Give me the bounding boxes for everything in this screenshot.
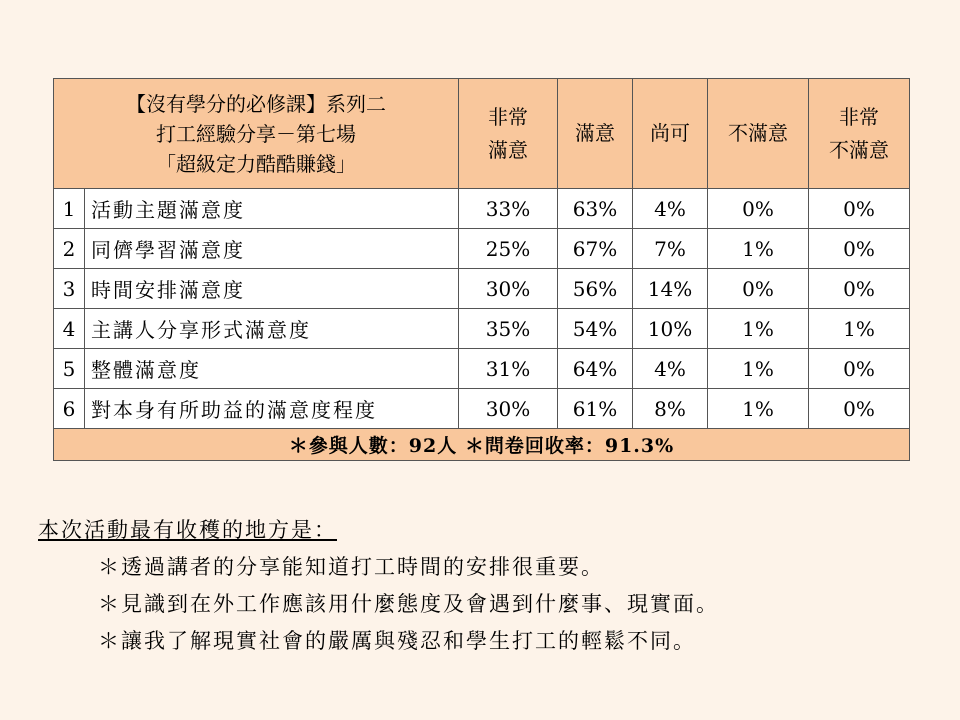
row-index: 1 [54,189,85,229]
table-cell: 7% [633,229,708,269]
column-header-neutral [633,79,708,189]
row-label: 主講人分享形式滿意度 [85,309,459,349]
table-cell: 4% [633,349,708,389]
title-line: 「超級定力酷酷賺錢」 [156,151,356,176]
row-label: 對本身有所助益的滿意度程度 [85,389,459,429]
table-cell: 1% [708,309,809,349]
table-cell: 10% [633,309,708,349]
notes-section [38,512,719,660]
row-index: 3 [54,269,85,309]
table-cell: 1% [708,349,809,389]
column-header-dissatisfied [708,79,809,189]
column-header-line: 不滿意 [728,121,788,145]
table-cell: 61% [558,389,633,429]
row-label: 同儕學習滿意度 [85,229,459,269]
notes-heading: 本次活動最有收穫的地方是： [38,518,337,542]
table-cell: 56% [558,269,633,309]
table-cell: 54% [558,309,633,349]
table-title [54,79,459,189]
table-cell: 1% [708,229,809,269]
row-label: 整體滿意度 [85,349,459,389]
row-index: 6 [54,389,85,429]
table-footer-row [54,429,910,461]
title-line: 【沒有學分的必修課】系列二 [126,91,386,116]
table-cell: 63% [558,189,633,229]
notes-item: ＊透過講者的分享能知道打工時間的安排很重要。 [98,555,604,579]
table-footer: ＊參與人數：92人 ＊問卷回收率：91.3% [54,429,910,461]
table-cell: 35% [459,309,558,349]
satisfaction-table [53,78,910,461]
column-header-line: 尚可 [650,121,690,145]
table-cell: 0% [809,389,910,429]
table-cell: 30% [459,389,558,429]
table-cell: 0% [809,229,910,269]
table-header-row [54,79,910,189]
table-cell: 31% [459,349,558,389]
column-header-very-satisfied [459,79,558,189]
table-cell: 33% [459,189,558,229]
title-line: 打工經驗分享－第七場 [156,121,356,146]
notes-item: ＊讓我了解現實社會的嚴厲與殘忍和學生打工的輕鬆不同。 [98,629,696,653]
column-header-satisfied [558,79,633,189]
row-index: 4 [54,309,85,349]
table-cell: 0% [809,269,910,309]
column-header-line: 非常 [488,104,528,129]
table-row [54,349,910,389]
table-row [54,229,910,269]
table-row [54,309,910,349]
table-cell: 30% [459,269,558,309]
row-index: 5 [54,349,85,389]
row-label: 活動主題滿意度 [85,189,459,229]
table-cell: 0% [708,189,809,229]
table-row [54,389,910,429]
table-cell: 64% [558,349,633,389]
table-cell: 0% [708,269,809,309]
table-row [54,189,910,229]
table-cell: 14% [633,269,708,309]
table-cell: 1% [809,309,910,349]
row-label: 時間安排滿意度 [85,269,459,309]
column-header-line: 不滿意 [829,137,889,162]
column-header-line: 滿意 [575,121,615,145]
table-cell: 25% [459,229,558,269]
table-cell: 8% [633,389,708,429]
column-header-line: 滿意 [488,137,528,162]
table-cell: 0% [809,349,910,389]
column-header-line: 非常 [839,104,879,129]
table-cell: 4% [633,189,708,229]
table-row [54,269,910,309]
table-cell: 1% [708,389,809,429]
row-index: 2 [54,229,85,269]
column-header-very-dissatisfied [809,79,910,189]
table-cell: 67% [558,229,633,269]
table-cell: 0% [809,189,910,229]
notes-item: ＊見識到在外工作應該用什麼態度及會遇到什麼事、現實面。 [98,592,719,616]
